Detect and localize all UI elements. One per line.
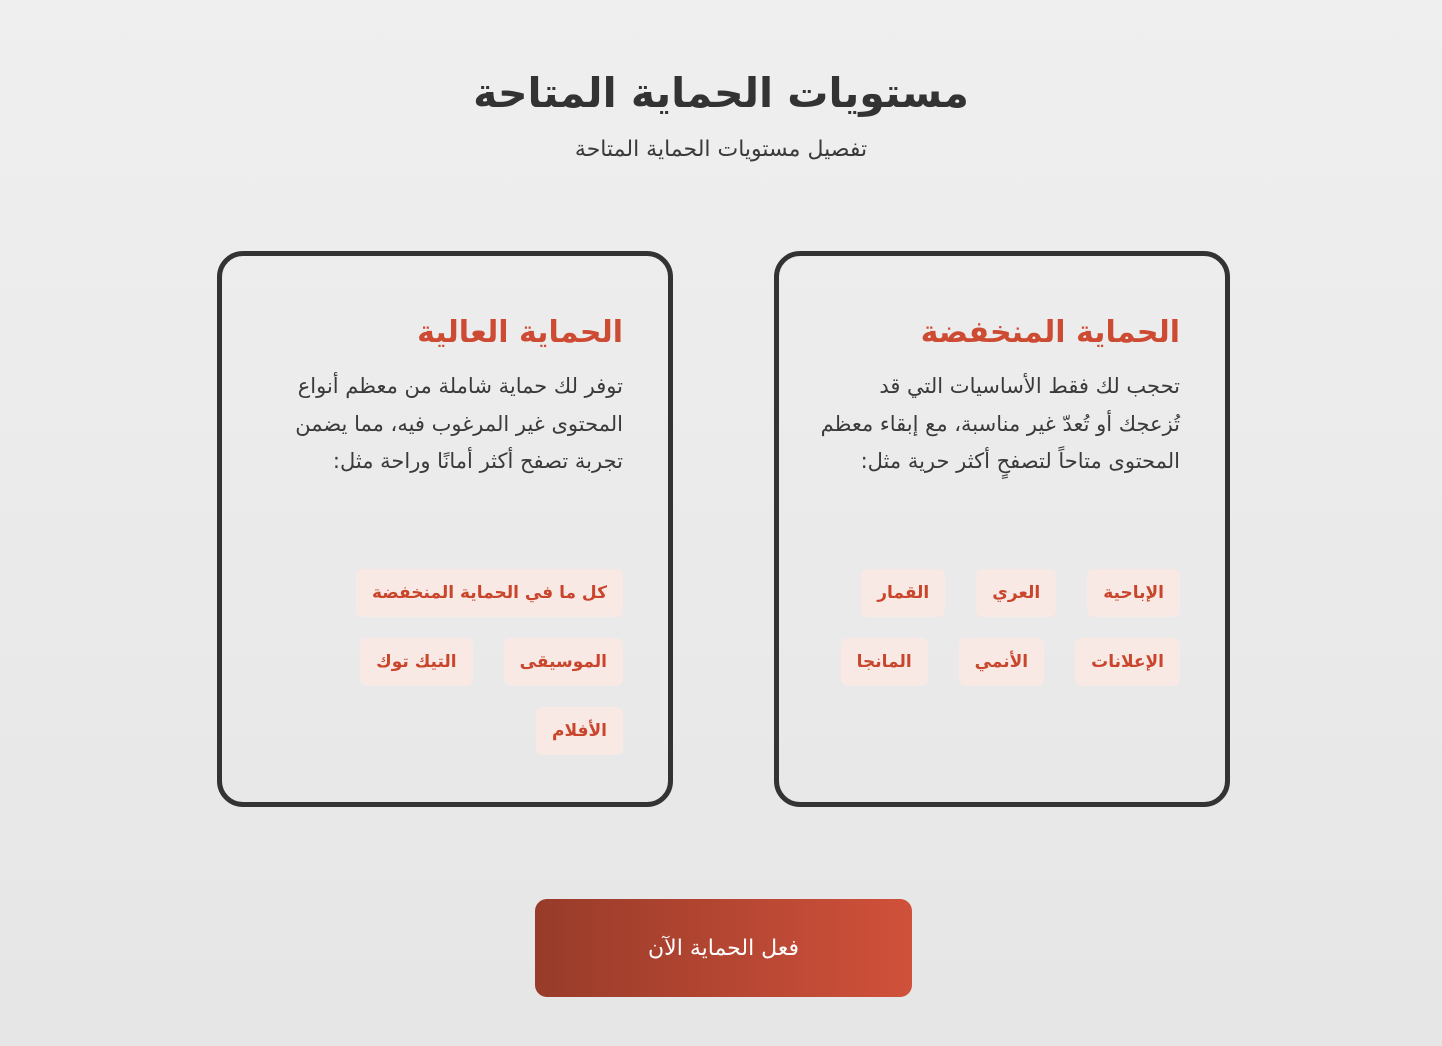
tag-ads: الإعلانات	[1075, 638, 1180, 686]
card-title: الحماية العالية	[417, 315, 623, 350]
tag-all-low-protection: كل ما في الحماية المنخفضة	[356, 569, 623, 617]
card-title: الحماية المنخفضة	[920, 315, 1180, 350]
tag-list	[263, 569, 623, 755]
tag-music: الموسيقى	[504, 638, 623, 686]
tag-nudity: العري	[976, 569, 1056, 617]
tag-list	[820, 569, 1180, 686]
card-description: تحجب لك فقط الأساسيات التي قد تُزعجك أو تُعدّ غير مناسبة، مع إبقاء معظم المحتوى متاحاً لتصفحٍ أكثر حرية مثل:	[820, 374, 1180, 473]
page-title: مستويات الحماية المتاحة	[473, 69, 969, 117]
tag-anime: الأنمي	[959, 638, 1044, 686]
card-description: توفر لك حماية شاملة من معظم أنواع المحتوى غير المرغوب فيه، مما يضمن تجربة تصفح أكثر أمانًا وراحة مثل:	[295, 374, 623, 473]
tag-movies: الأفلام	[536, 707, 623, 755]
tag-gambling: القمار	[861, 569, 945, 617]
activate-protection-button[interactable]: فعل الحماية الآن	[535, 899, 912, 997]
tag-pornography: الإباحية	[1087, 569, 1180, 617]
page-subtitle: تفصيل مستويات الحماية المتاحة	[574, 137, 868, 162]
tag-manga: المانجا	[841, 638, 928, 686]
high-protection-card	[217, 251, 673, 807]
tag-tiktok: التيك توك	[360, 638, 472, 686]
low-protection-card	[774, 251, 1230, 807]
